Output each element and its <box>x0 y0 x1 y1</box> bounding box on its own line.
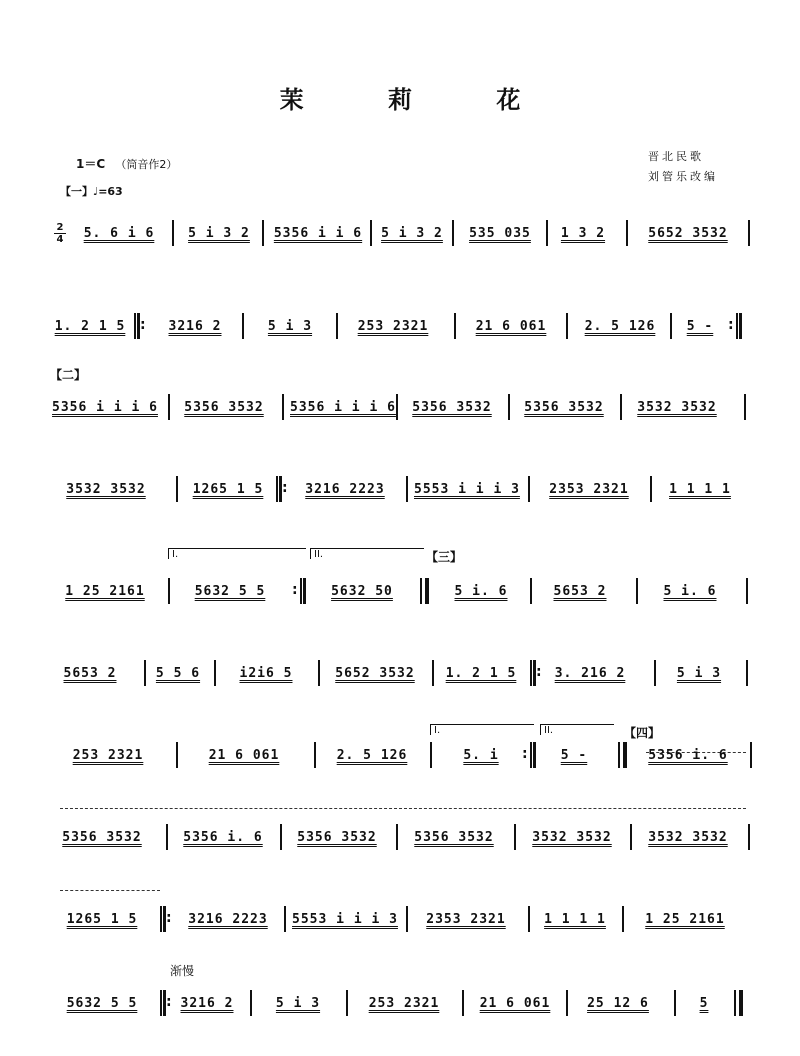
measure: 3216 2223 <box>188 912 268 927</box>
barline <box>670 313 672 339</box>
barline <box>750 742 752 768</box>
staff-line-5 <box>0 570 800 610</box>
measure: 5356 i i 6 <box>273 226 363 241</box>
barline <box>318 660 320 686</box>
measure: 3532 3532 <box>637 400 717 415</box>
barline <box>748 220 750 246</box>
measure: 21 6 061 <box>208 748 280 763</box>
barline <box>622 906 624 932</box>
measure: 3216 2 <box>168 319 222 334</box>
repeat-start-barline <box>134 313 136 339</box>
measure: 5356 i. 6 <box>183 830 263 845</box>
barline <box>514 824 516 850</box>
time-signature-bottom: 4 <box>54 233 66 245</box>
volta-1: I. <box>430 724 534 735</box>
dashed-extension-line <box>60 808 746 809</box>
barline <box>430 742 432 768</box>
barline <box>566 313 568 339</box>
barline <box>346 990 348 1016</box>
barline <box>406 906 408 932</box>
measure: 1 1 1 1 <box>669 482 731 497</box>
measure: 5652 3532 <box>335 666 415 681</box>
measure: 5 i. 6 <box>454 584 508 599</box>
measure: 5632 5 5 <box>194 584 266 599</box>
barline <box>530 578 532 604</box>
repeat-start-barline <box>160 990 162 1016</box>
barline <box>176 742 178 768</box>
measure: 2. 5 126 <box>336 748 408 763</box>
barline <box>396 394 398 420</box>
barline <box>176 476 178 502</box>
measure: 21 6 061 <box>475 319 547 334</box>
barline <box>620 394 622 420</box>
measure: 5 - <box>686 319 714 334</box>
measure: 5 i 3 2 <box>188 226 250 241</box>
time-signature <box>54 222 66 245</box>
barline <box>630 824 632 850</box>
repeat-start-barline <box>276 476 278 502</box>
section-marker-2: 【二】 <box>50 368 87 382</box>
barline <box>626 220 628 246</box>
measure: 3. 216 2 <box>554 666 626 681</box>
barline <box>282 394 284 420</box>
barline <box>314 742 316 768</box>
key-note: （筒音作2） <box>115 158 178 171</box>
barline <box>546 220 548 246</box>
barline <box>144 660 146 686</box>
barline <box>214 660 216 686</box>
measure: 1 3 2 <box>560 226 606 241</box>
measure: 5356 3532 <box>412 400 492 415</box>
measure: 5 i 3 2 <box>381 226 443 241</box>
measure: 1265 1 5 <box>192 482 264 497</box>
measure: 5356 3532 <box>297 830 377 845</box>
measure: 253 2321 <box>72 748 144 763</box>
barline <box>452 220 454 246</box>
barline <box>636 578 638 604</box>
barline <box>746 660 748 686</box>
barline <box>746 578 748 604</box>
barline <box>396 824 398 850</box>
measure: 3216 2223 <box>305 482 385 497</box>
measure: 5 i 3 <box>275 996 321 1011</box>
barline <box>250 990 252 1016</box>
barline <box>280 824 282 850</box>
measure: 535 035 <box>469 226 531 241</box>
measure: i2i6 5 <box>239 666 293 681</box>
measure: 1 1 1 1 <box>544 912 606 927</box>
time-signature-top: 2 <box>56 222 64 233</box>
barline <box>454 313 456 339</box>
measure: 2353 2321 <box>426 912 506 927</box>
barline <box>528 906 530 932</box>
measure: 3216 2 <box>180 996 234 1011</box>
volta-2: II. <box>310 548 424 559</box>
measure: 25 12 6 <box>587 996 649 1011</box>
measure: 5356 i. 6 <box>648 748 728 763</box>
measure: 1 25 2161 <box>645 912 725 927</box>
measure: 5 - <box>560 748 588 763</box>
section-marker-3: 【三】 <box>426 550 463 564</box>
measure: 5 i 3 <box>676 666 722 681</box>
barline <box>508 394 510 420</box>
barline <box>566 990 568 1016</box>
barline <box>336 313 338 339</box>
measure: 5652 3532 <box>648 226 728 241</box>
double-barline <box>618 742 620 768</box>
barline <box>166 824 168 850</box>
measure: 5. 6 i 6 <box>83 226 155 241</box>
measure: 1. 2 1 5 <box>445 666 517 681</box>
staff-line-3 <box>0 386 800 426</box>
barline <box>528 476 530 502</box>
staff-line-2 <box>0 305 800 345</box>
staff-line-9 <box>0 898 800 938</box>
measure: 1265 1 5 <box>66 912 138 927</box>
double-barline <box>420 578 422 604</box>
measure: 5 <box>699 996 709 1011</box>
barline <box>172 220 174 246</box>
measure: 2353 2321 <box>549 482 629 497</box>
measure: 2. 5 126 <box>584 319 656 334</box>
repeat-start-barline <box>160 906 162 932</box>
volta-1: I. <box>168 548 306 559</box>
section-marker-4: 【四】 <box>624 726 661 740</box>
measure: 5653 2 <box>553 584 607 599</box>
barline <box>406 476 408 502</box>
measure: 253 2321 <box>368 996 440 1011</box>
barline <box>674 990 676 1016</box>
measure: 5356 3532 <box>414 830 494 845</box>
measure: 5356 i i i 6 <box>290 400 396 415</box>
repeat-end-barline <box>736 313 738 339</box>
measure: 5356 3532 <box>184 400 264 415</box>
key-signature <box>76 155 177 172</box>
measure: 5632 50 <box>331 584 393 599</box>
staff-line-7 <box>0 734 800 774</box>
tempo-marking: 【一】♩=63 <box>60 185 123 198</box>
barline <box>432 660 434 686</box>
barline <box>748 824 750 850</box>
barline <box>744 394 746 420</box>
measure: 3532 3532 <box>532 830 612 845</box>
measure: 3532 3532 <box>66 482 146 497</box>
barline <box>370 220 372 246</box>
measure: 3532 3532 <box>648 830 728 845</box>
measure: 1 25 2161 <box>65 584 145 599</box>
staff-line-8 <box>0 816 800 856</box>
repeat-end-barline <box>300 578 302 604</box>
barline <box>168 394 170 420</box>
measure: 5 i. 6 <box>663 584 717 599</box>
source-label: 晋北民歌 <box>648 150 704 163</box>
volta-2: II. <box>540 724 614 735</box>
measure: 5356 3532 <box>62 830 142 845</box>
measure: 21 6 061 <box>479 996 551 1011</box>
measure: 5 5 6 <box>155 666 201 681</box>
measure: 5356 3532 <box>524 400 604 415</box>
measure: 5. i <box>463 748 499 763</box>
barline <box>262 220 264 246</box>
repeat-end-barline <box>530 742 532 768</box>
piece-title: 茉 莉 花 <box>279 86 559 114</box>
barline <box>242 313 244 339</box>
barline <box>650 476 652 502</box>
barline <box>284 906 286 932</box>
barline <box>462 990 464 1016</box>
measure: 1. 2 1 5 <box>54 319 126 334</box>
staff-line-6 <box>0 652 800 692</box>
measure: 5653 2 <box>63 666 117 681</box>
repeat-start-barline <box>530 660 532 686</box>
staff-line-4 <box>0 468 800 508</box>
staff-line-1 <box>0 212 800 252</box>
dashed-extension-line <box>60 890 160 891</box>
staff-line-10 <box>0 982 800 1022</box>
measure: 5 i 3 <box>267 319 313 334</box>
measure: 253 2321 <box>357 319 429 334</box>
arranger-label: 刘管乐改编 <box>648 170 718 183</box>
measure: 5553 i i i 3 <box>414 482 520 497</box>
final-barline <box>734 990 736 1016</box>
tempo-direction: 渐慢 <box>170 964 195 978</box>
measure: 5632 5 5 <box>66 996 138 1011</box>
barline <box>654 660 656 686</box>
measure: 5356 i i i 6 <box>52 400 158 415</box>
measure: 5553 i i i 3 <box>292 912 398 927</box>
barline <box>168 578 170 604</box>
key-value: 1＝C <box>76 157 106 171</box>
